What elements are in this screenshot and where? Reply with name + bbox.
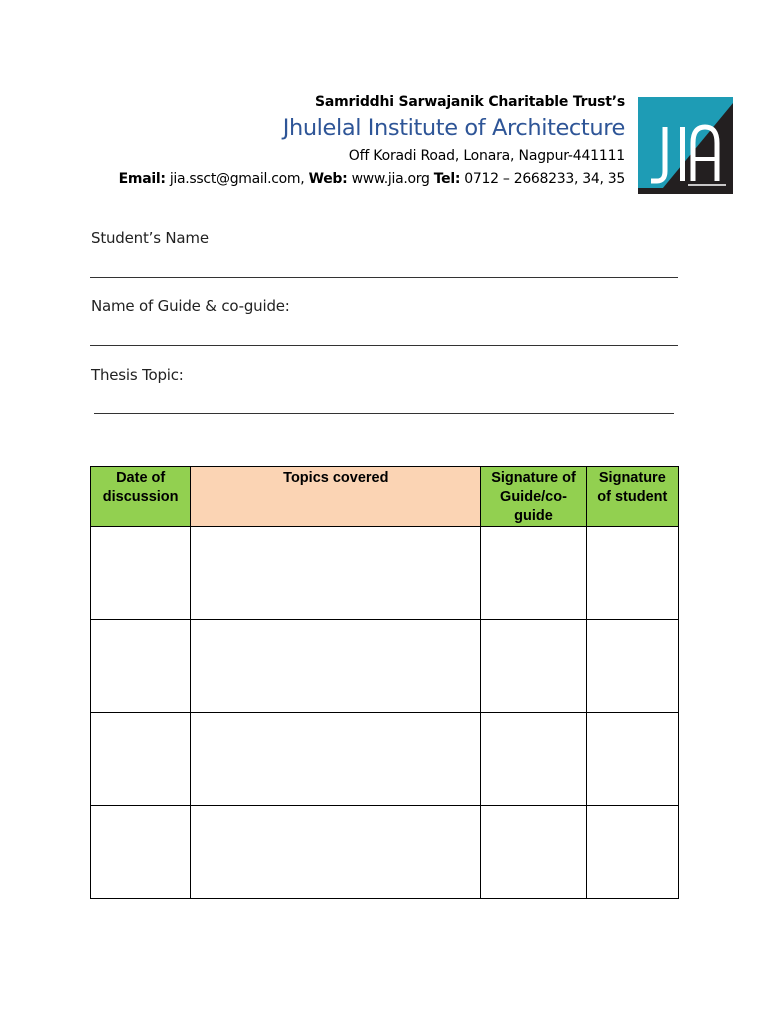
contact-line	[80, 168, 625, 190]
date-cell[interactable]	[91, 806, 191, 899]
jia-logo	[638, 97, 733, 194]
student-signature-cell[interactable]	[586, 620, 678, 713]
date-cell[interactable]	[91, 620, 191, 713]
email: jia.ssct@gmail.com,	[169, 171, 305, 187]
table-row	[91, 713, 679, 806]
topics-cell[interactable]	[191, 620, 481, 713]
website: www.jia.org	[351, 171, 430, 187]
student-signature-header: Signature of student	[586, 467, 678, 527]
email-label: Email:	[118, 171, 166, 187]
jia-logo-icon	[638, 97, 733, 194]
student-name-line[interactable]	[90, 277, 678, 278]
topics-cell[interactable]	[191, 713, 481, 806]
date-header: Date of discussion	[91, 467, 191, 527]
guide-signature-cell[interactable]	[481, 527, 586, 620]
address: Off Koradi Road, Lonara, Nagpur-441111	[348, 148, 625, 164]
topics-cell[interactable]	[191, 806, 481, 899]
guide-label: Name of Guide & co-guide:	[91, 297, 290, 315]
student-signature-cell[interactable]	[586, 806, 678, 899]
web-label: Web:	[308, 171, 348, 187]
table-row	[91, 620, 679, 713]
guide-signature-cell[interactable]	[481, 713, 586, 806]
table-row	[91, 806, 679, 899]
topics-cell[interactable]	[191, 527, 481, 620]
table-header-row	[91, 467, 679, 527]
date-cell[interactable]	[91, 713, 191, 806]
thesis-topic-label: Thesis Topic:	[91, 366, 184, 384]
guide-line[interactable]	[90, 345, 678, 346]
student-signature-cell[interactable]	[586, 713, 678, 806]
table-row	[91, 527, 679, 620]
guide-signature-cell[interactable]	[481, 620, 586, 713]
date-cell[interactable]	[91, 527, 191, 620]
topics-header: Topics covered	[191, 467, 481, 527]
guide-signature-header: Signature of Guide/co-guide	[481, 467, 586, 527]
telephone: 0712 – 2668233, 34, 35	[464, 171, 625, 187]
student-signature-cell[interactable]	[586, 527, 678, 620]
thesis-topic-line[interactable]	[94, 413, 674, 414]
guide-signature-cell[interactable]	[481, 806, 586, 899]
trust-name: Samriddhi Sarwajanik Charitable Trust’s	[315, 94, 625, 110]
tel-label: Tel:	[433, 171, 461, 187]
letterhead	[80, 92, 625, 190]
student-name-label: Student’s Name	[91, 229, 209, 247]
discussion-log-table	[90, 466, 679, 899]
institute-name: Jhulelal Institute of Architecture	[282, 115, 625, 141]
